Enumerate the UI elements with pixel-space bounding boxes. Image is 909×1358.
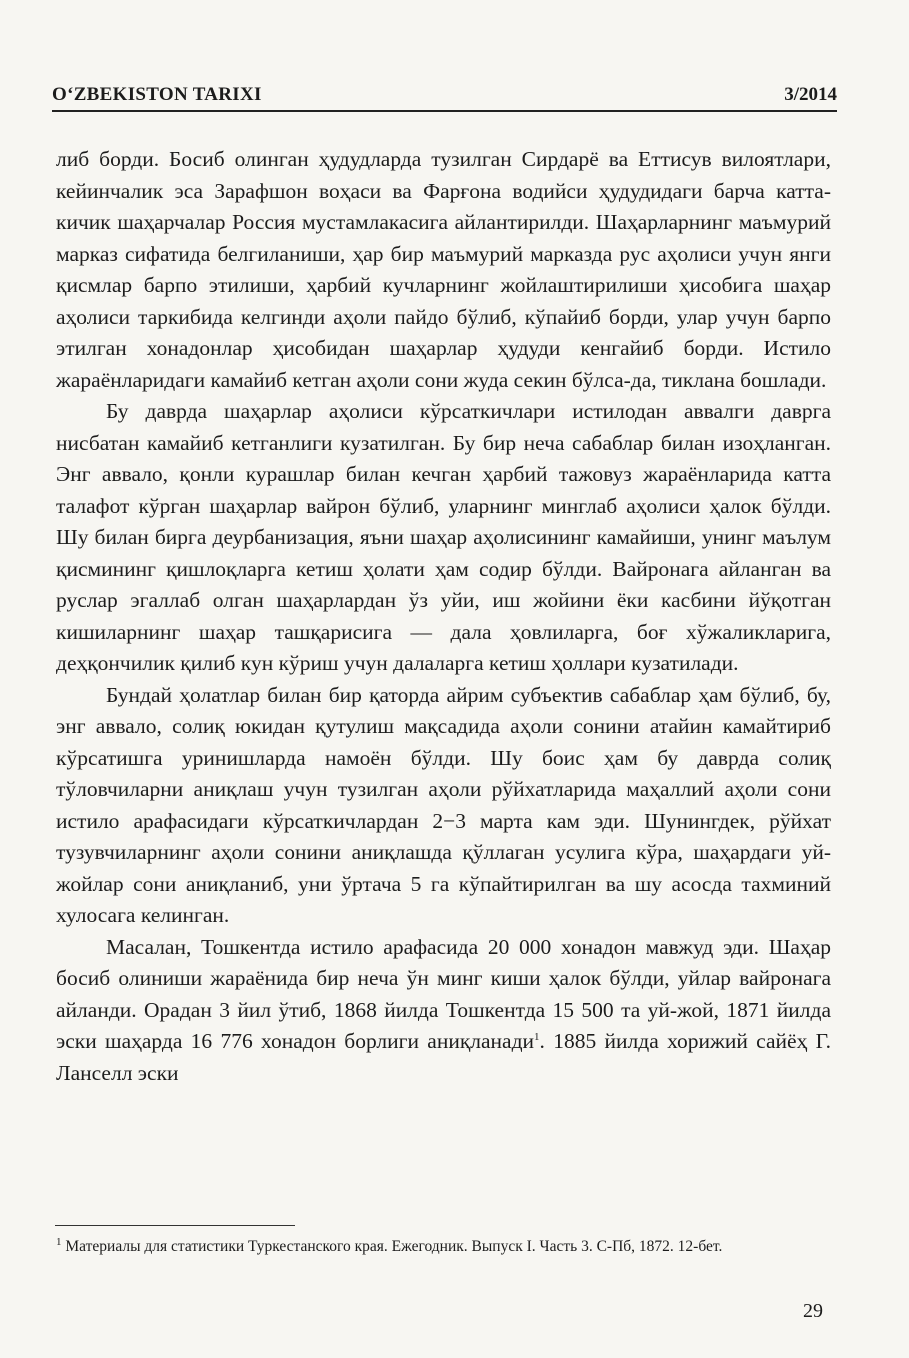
paragraph-4: Масалан, Тошкентда истило арафасида 20 000 хонадон мавжуд эди. Шаҳар босиб олиниши жараёнида бир неча ўн минг киши ҳалок бўлди, уйлар вайронага айланди. Орадан 3 йил ўтиб, 1868 йилда Тошкентда 15 500 та уй-жой, 1871 йилда эски шаҳарда 16 776 хонадон борлиги аниқланади$^1$. 1885 йилда хорижий сайёҳ Г. Ланселл эски [56,934,832,1085]
footnote-reference: 1 [534,1030,540,1043]
article-body [56,144,831,1089]
paragraph-4-text: Масалан, Тошкентда истило арафасида 20 000 хонадон мавжуд эди. Шаҳар босиб олиниши жараёнида бир неча ўн минг киши ҳалок бўлди, уйлар вайронага айланди. Орадан 3 йил ўтиб, 1868 йилда Тошкентда 15 500 та уй-жой, 1871 йилда эски шаҳарда 16 776 хонадон борлиги аниқланади [56,934,831,1053]
footnote-divider [55,1225,295,1226]
issue-number: 3/2014 [784,84,837,105]
footnote-number: 1 [56,1235,62,1248]
footnote [56,1236,831,1258]
running-header [52,84,837,112]
paragraph-2: Бу даврда шаҳарлар аҳолиси кўрсаткичлари истилодан аввалги даврга нисбатан камайиб кетганлиги кузатилган. Бу бир неча сабаблар билан изоҳланган. Энг аввало, қонли курашлар билан кечган ҳарбий тажовуз жараёнларида катта талафот кўрган шаҳарлар вайрон бўлиб, уларнинг минглаб аҳолиси ҳалок бўлди. Шу билан бирга деурбанизация, яъни шаҳар аҳолисининг камайиши, унинг маълум қисмининг қишлоқларга кетиш ҳолати ҳам содир бўлди. Вайронага айланган ва руслар эгаллаб олган шаҳарлардан ўз уйи, иш жойини ёки касбини йўқотган кишиларнинг шаҳар ташқарисига — дала ҳовлиларга, боғ хўжаликларига, деҳқончилик қилиб кун кўриш учун далаларга кетиш ҳоллари кузатилади. [56,399,831,675]
journal-title: O‘ZBEKISTON TARIXI [52,84,262,105]
paragraph-4-continuation: 1885 йилда хорижий сайёҳ Г. Ланселл эски [56,1029,832,1085]
paragraph-1: либ борди. Босиб олинган ҳудудларда тузилган Сирдарё ва Еттисув вилоятлари, кейинчалик эса Зарафшон воҳаси ва Фарғона водийси ҳудудидаги барча катта-кичик шаҳарчалар Россия мустамлакасига айлантирилди. Шаҳарларнинг маъмурий марказ сифатида белгиланиши, ҳар бир маъмурий марказда рус аҳолиси учун янги қисмлар барпо этилиши, ҳарбий кучларнинг жойлаштирилиши ҳисобига шаҳар аҳолиси таркибида келгинди аҳоли пайдо бўлиб, кўпайиб борди, улар учун барпо этилган хонадонлар ҳисобидан шаҳарлар ҳудуди кенгайиб борди. Истило жараёнларидаги камайиб кетган аҳоли сони жуда секин бўлса-да, тиклана бошлади. [56,147,831,392]
footnote-text: Материалы для статистики Туркестанского края. Ежегодник. Выпуск I. Часть 3. С-Пб, 1872. 12-бет. [65,1238,723,1255]
paragraph-3: Бундай ҳолатлар билан бир қаторда айрим субъектив сабаблар ҳам бўлиб, бу, энг аввало, солиқ юкидан қутулиш мақсадида аҳоли сонини атайин камайтириб кўрсатишга уринишларда намоён бўлди. Шу боис ҳам бу даврда солиқ тўловчиларни аниқлаш учун тузилган аҳоли рўйхатларида маҳаллий аҳоли сони истило арафасидаги кўрсаткичлардан 2−3 марта кам эди. Шунингдек, рўйхат тузувчиларнинг аҳоли сонини аниқлашда қўллаган усулига кўра, шаҳардаги уй-жойлар сони аниқланиб, уни ўртача 5 га кўпайтирилган ва шу асосда тахминий хулосага келинган. [56,682,831,927]
page-number: 29 [803,1300,823,1322]
